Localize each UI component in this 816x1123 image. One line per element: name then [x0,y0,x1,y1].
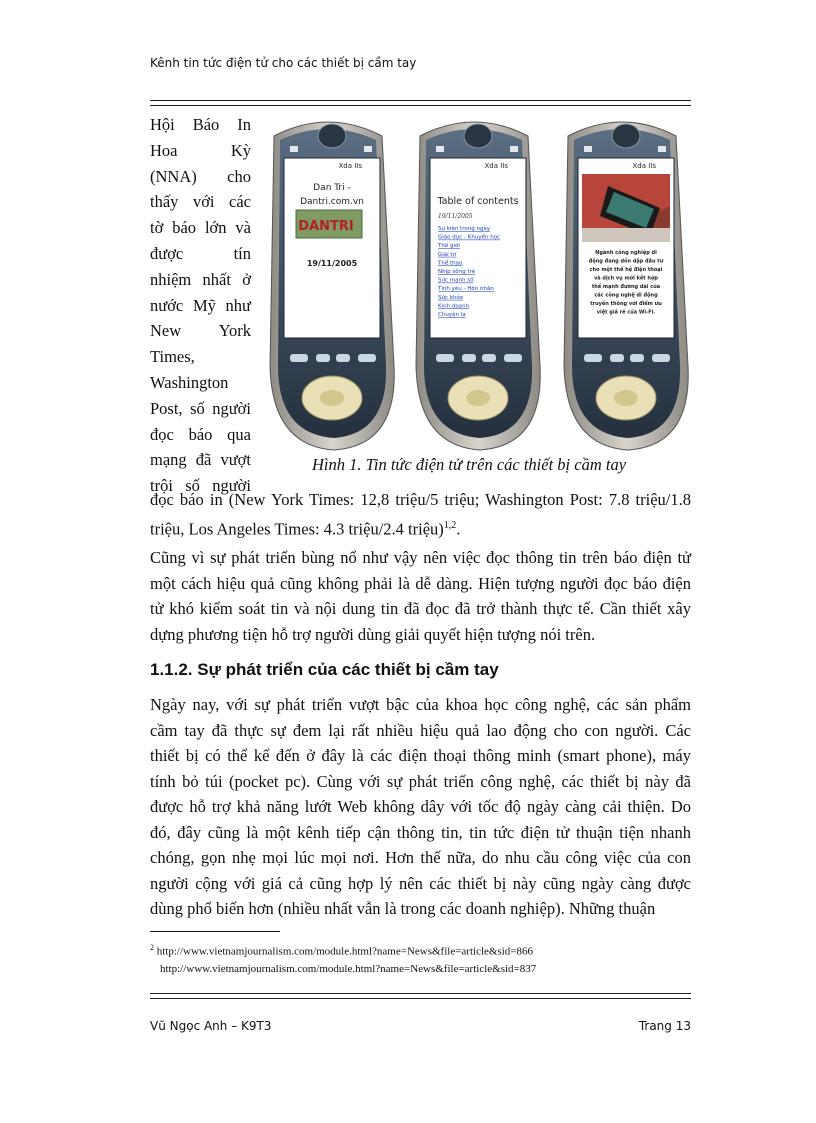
word: báo [172,218,197,238]
word: nước [150,295,184,315]
phone-1-brand: Xda IIs [338,162,362,170]
figure-phones [266,116,692,452]
citation-superscript: 1,2 [443,519,457,531]
paragraph-1 [150,487,691,538]
footer-page-number: Trang 13 [638,1019,691,1033]
word: York [218,321,251,341]
toc-link[interactable]: Tình yêu - Hôn nhân [438,286,494,293]
word: Báo [192,115,220,134]
toc-link[interactable]: Sự kiện trong ngày [438,226,491,232]
footnote-url-1: http://www.vietnamjournalism.com/module.html?name=News&file=article&sid=866 [156,945,533,958]
word: số [190,398,205,418]
paragraph-line: chóng, gọn nhẹ mọi lúc mọi nơi. Hơn thế nữa, do nhu cầu công việc của con [150,848,691,867]
paragraph-line: dùng phổ biến hơn (nhiều nhất vẫn là trong các doanh nghiệp). Những thuận [150,899,656,918]
wrapped-text-line [150,215,251,241]
word: ở [242,269,251,289]
footer-rule [150,993,691,994]
word: Times, [150,347,195,367]
news-photo [582,174,670,242]
paragraph-line: Ngày nay, với sự phát triển vượt bậc của khoa học công nghệ, các sản phẩm [150,695,691,714]
phone-3 [564,122,688,450]
paragraph-line: một cách hiệu quả cũng không phải là dễ dàng. Hiện tượng người đọc báo điện [150,573,691,593]
word: báo [188,424,213,444]
paragraph-3 [150,692,691,922]
paragraph-1-period: . [456,519,461,538]
footnote-mark: 2 [150,943,154,952]
word: tờ [150,218,164,238]
word: (NNA) [150,166,197,186]
paragraph-line: tính bỏ túi (pocket pc). Cùng với sự phát triển công nghệ, các thiết bị này đã [150,771,691,791]
wrapped-text-line [150,164,251,190]
word: người [212,398,251,418]
phone-3-brand: Xda IIs [632,162,656,170]
wrapped-text-line [150,344,251,370]
dantri-logo-text: DANTRI [298,219,354,234]
paragraph-1-line [150,513,691,539]
word: cho [227,166,251,186]
paragraph-1-text: triệu, Los Angeles Times: 4.3 triệu/2.4 triệu) [150,519,444,538]
word: các [229,192,251,212]
wrapped-text-line [150,189,251,215]
phone-1-line1: Dan Tri - [313,183,351,193]
word: qua [227,424,251,444]
word: nhất [202,269,231,289]
article-line: Ngành công nghiệp di [595,250,657,256]
word: với [192,192,215,212]
word: và [235,218,251,238]
word: Post, [150,398,183,418]
wrapped-text-line [150,447,251,473]
phone-2-date: 19/11/2005 [438,213,473,220]
word: tín [233,243,251,263]
word: Washington [150,372,229,392]
footnote-url-2: http://www.vietnamjournalism.com/module.html?name=News&file=article&sid=837 [160,962,537,975]
paragraph-line: cầm tay đã thực sự đem lại rất nhiều hiệu quả lao động cho con người. Các [150,720,691,740]
toc-link[interactable]: Sức mạnh số [438,277,474,284]
word: đã [195,450,212,470]
word: nhiệm [150,269,192,289]
phone-1-date: 19/11/2005 [306,259,358,268]
word: số [185,476,200,496]
section-heading: 1.1.2. Sự phát triển của các thiết bị cầm tay [150,660,499,679]
article-line: thế mạnh đường dài của [591,284,661,290]
paragraph-line: tử khó kiểm soát tin và nội dung tin đã đọc đã trở thành thực tế. Cần thiết xây [150,599,691,618]
phone-2-brand: Xda IIs [484,162,508,170]
wrapped-text-line [150,293,251,319]
word: người [212,476,251,496]
wrapped-text-line [150,396,251,422]
word: Hoa [150,140,178,160]
footnote [150,939,536,978]
figure-caption: Hình 1. Tin tức điện tử trên các thiết bị cầm tay [312,455,627,474]
article-line: việt giá rẻ của Wi-Fi. [596,309,656,316]
paragraph-1-line: đọc báo in (New York Times: 12,8 triệu/5 triệu; Washington Post: 7.8 triệu/1.8 [150,490,691,509]
footer-rule-2 [150,998,691,999]
wrapped-text-line [150,112,251,138]
word: trội [150,476,173,496]
word: được [150,243,184,263]
phone-2-title: Table of contents [437,196,519,207]
word: New [150,321,182,341]
paragraph-line: dựng phương tiện hỗ trợ người dùng giải quyết hiện tượng nói trên. [150,624,596,644]
wrapped-text-column [150,112,251,499]
word: Mỹ [192,295,216,315]
toc-link[interactable]: Giáo dục - Khuyến học [438,234,501,241]
word: Hội [150,115,175,134]
toc-link[interactable]: Nhịp sống trẻ [438,269,476,275]
wrapped-text-line [150,370,251,396]
word: Kỳ [230,140,251,160]
article-line: các công nghệ di động [594,292,658,299]
phone-1-line2: Dantri.com.vn [300,197,364,207]
toc-link[interactable]: Kinh doanh [438,303,470,310]
article-line: cho một thế hệ điện thoại [589,267,663,273]
wrapped-text-line [150,318,251,344]
toc-link[interactable]: Thể thao [438,260,463,267]
running-header: Kênh tin tức điện tử cho các thiết bị cầm tay [150,56,417,70]
article-line: truyền thông với điểm ưu [590,301,662,307]
word: như [225,295,251,315]
toc-link[interactable]: Giải trí [438,251,457,258]
paragraph-line: Cũng vì sự phát triển bùng nổ như vậy nên việc đọc thông tin trên báo điện tử [150,548,691,567]
wrapped-text-line [150,267,251,293]
wrapped-text-line [150,422,251,448]
word: In [237,115,251,134]
paragraph-line: đó, đây cũng là một kênh tiếp cận thông tin, tin tức điện tử thuận tiện nhanh [150,822,691,842]
paragraph-line: thiết bị có thể kể đến ở đây là các điện thoại thông minh (smart phone), máy [150,746,691,765]
article-line: động đang dồn dập đầu tư [588,258,664,265]
toc-link[interactable]: Chuyện lạ [438,312,466,318]
wrapped-text-line [150,138,251,164]
word: vượt [220,450,251,470]
toc-link[interactable]: Thế giới [438,243,460,250]
footnote-rule [150,931,280,932]
header-rule [150,100,691,101]
word: thấy [150,192,179,212]
article-line: và dịch vụ mới kết hợp [593,275,659,282]
word: lớn [204,218,227,238]
word: mạng [150,450,187,470]
phone-1-icon [290,146,298,152]
paragraph-2 [150,545,691,647]
toc-link[interactable]: Sức khỏe [438,294,464,301]
header-rule-2 [150,105,691,106]
phone-2 [416,122,540,450]
word: đọc [150,424,174,444]
paragraph-line: được hỗ trợ khả năng lướt Web không dây với tốc độ ngày càng cải thiện. Do [150,797,691,816]
wrapped-text-line [150,241,251,267]
paragraph-line: người cộng với giá cả cũng hợp lý nên các thiết bị này cũng ngày càng được [150,873,691,893]
phone-1 [270,122,394,450]
footer-author: Vũ Ngọc Anh – K9T3 [150,1019,272,1033]
